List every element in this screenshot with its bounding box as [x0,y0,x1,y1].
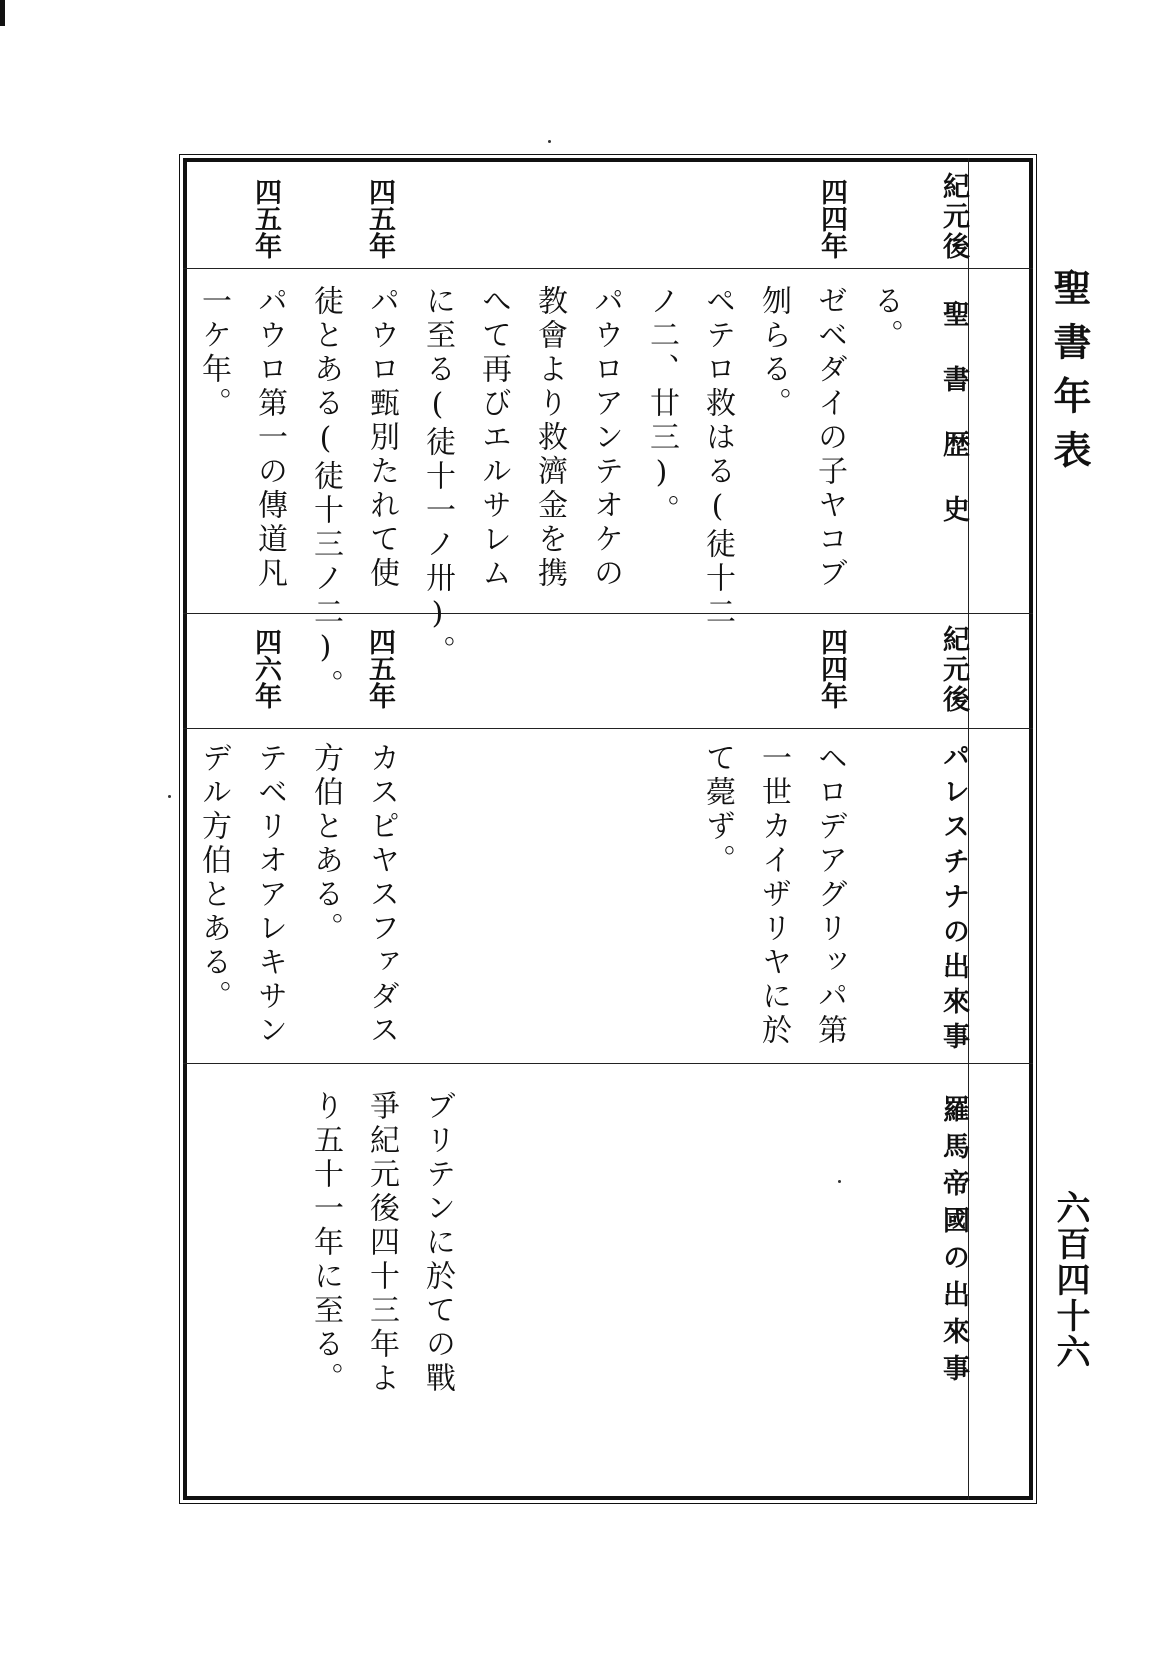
event-line: て薨ず。 [700,742,735,878]
section3-event-header: 羅馬帝國の出來事 [938,1095,969,1391]
scan-edge-mark [0,0,5,26]
event-line: ヘロデアグリッパ第 [812,742,847,1048]
history-line: 一ケ年。 [196,285,231,421]
history-line: 徒とある(徒十三ノ二)。 [308,285,343,703]
history-line: パウロ第一の傳道凡 [252,285,287,591]
history-line: 刎らる。 [756,285,791,421]
section1-year: 四五年 [250,178,281,259]
roman-event-line: 爭紀元後四十三年よ [364,1090,399,1396]
history-line: パウロ甄別たれて使 [364,285,399,591]
event-line: テベリオアレキサン [252,742,287,1048]
scan-speck [838,1180,841,1183]
section2-year-header: 紀元後 [938,625,969,715]
scan-speck [548,140,551,143]
section1-year-header: 紀元後 [938,172,969,262]
roman-event-line: り五十一年に至る。 [308,1090,343,1396]
event-line: 方伯とある。 [308,742,343,946]
section2-event-header: パレスチナの出來事 [938,742,969,1057]
history-line: 教會より救濟金を携 [532,285,567,591]
event-line: 一世カイザリヤに於 [756,742,791,1048]
page-number: 六百四十六 [1050,1190,1090,1370]
row-divider [183,728,1033,729]
history-line: ノ二、廿三)。 [644,285,679,528]
event-line: デル方伯とある。 [196,742,231,1014]
event-line: カスピヤスファダス [364,742,399,1048]
scan-speck [168,795,171,798]
row-divider [183,1063,1033,1064]
roman-event-line: ブリテンに於ての戰 [420,1090,455,1396]
history-line: ゼベダイの子ヤコブ [812,285,847,591]
running-head: 聖書年表 [1047,268,1092,484]
section1-history-header: 聖書歴史 [938,300,969,560]
history-line: パウロアンテオケの [588,285,623,591]
history-line: へて再びエルサレム [476,285,511,591]
section1-year: 四五年 [364,178,395,259]
history-line: に至る(徒十一ノ卅)。 [420,285,455,669]
section1-year: 四四年 [816,178,847,259]
section2-year: 四六年 [250,628,281,709]
section2-year: 四四年 [816,628,847,709]
section2-year: 四五年 [364,628,395,709]
history-line: ペテロ救はる(徒十二 [700,285,735,630]
row-divider [183,268,1033,269]
history-line: る。 [868,285,903,353]
